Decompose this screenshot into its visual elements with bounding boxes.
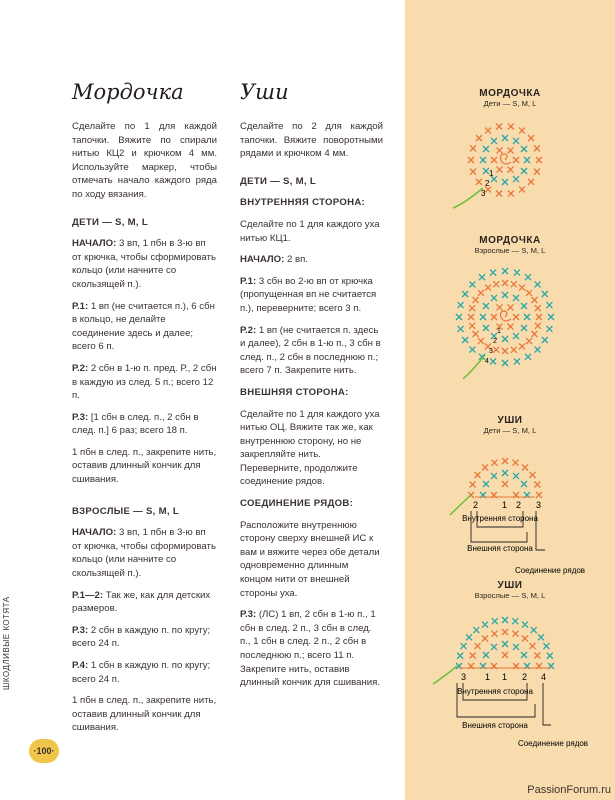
ears-kids-chart <box>405 435 615 585</box>
row-number: 3 <box>489 348 493 355</box>
row-number: 2 <box>522 672 528 682</box>
ears-row-1: Р.1: 3 сбн во 2-ю вп от крючка (пропущенная вп не считается п.), переверните; всего 3 п. <box>240 275 377 314</box>
kids-row-2: Р.2: 2 сбн в 1-ю п. пред. Р., 2 сбн в каждую из след. 5 п.; всего 12 п. <box>72 362 217 402</box>
kids-start: НАЧАЛО: 3 вп, 1 пбн в 3-ю вп от крючка, чтобы сформировать кольцо (или начните со скользящей п.). <box>72 238 216 290</box>
row-number: 3 <box>461 672 467 682</box>
outer-label: Внешняя сторона <box>467 544 533 553</box>
inner-side-heading: ВНУТРЕННЯЯ СТОРОНА: <box>240 197 366 209</box>
diagram-title: МОРДОЧКА <box>479 235 541 246</box>
ears-start: НАЧАЛО: 2 вп. <box>240 254 308 266</box>
join-bracket <box>543 683 551 725</box>
join-label: Соединение рядов <box>517 739 589 748</box>
outer-label: Внешняя сторона <box>462 721 528 730</box>
row-number: 1 <box>502 500 508 510</box>
watermark: PassionForum.ru <box>527 784 611 796</box>
muzzle-adult-chart <box>405 255 615 385</box>
diagram-ears-kids <box>405 415 615 590</box>
column-ears <box>240 80 383 698</box>
row-number: 2 <box>493 338 497 345</box>
row-number: 2 <box>473 500 479 510</box>
diagram-subtitle: Взрослые — S, M, L <box>474 246 546 255</box>
spiral-start <box>501 154 512 164</box>
adult-size-heading: ВЗРОСЛЫЕ — S, M, L <box>72 505 179 517</box>
diagram-title: УШИ <box>497 415 523 426</box>
ears-row-2: Р.2: 1 вп (не считается п. здесь и далее), 2 сбн в 1-ю п., 3 сбн в след. п., 2 сбн в последнюю п.; всего 7 п. Закрепите нить. <box>240 324 381 377</box>
ears-row-3: Р.3: (ЛС) 1 вп, 2 сбн в 1-ю п., 1 сбн в след. 2 п., 3 сбн в след. п., 1 сбн в след. 2 п., 2 сбн в последнюю п.; всего 11 п. Закрепите нить, оставив длинный кончик для сшивания. <box>240 609 380 689</box>
spiral-start <box>501 311 512 321</box>
row-number: 1 <box>489 169 494 178</box>
row-number: 2 <box>516 500 522 510</box>
join-label: Соединение рядов <box>514 566 586 575</box>
adult-finish: 1 пбн в след. п., закрепите нить, оставив длинный кончик для сшивания. <box>72 695 217 734</box>
outer-side-heading: ВНЕШНЯЯ СТОРОНА: <box>240 386 349 398</box>
row-number: 2 <box>485 179 490 188</box>
adult-start: НАЧАЛО: 3 вп, 1 пбн в 3-ю вп от крючка, чтобы сформировать кольцо (или начните со скользящей п.). <box>72 527 216 580</box>
diagram-subtitle: Дети — S, M, L <box>483 99 537 108</box>
kids-finish: 1 пбн в след. п., закрепите нить, оставив длинный кончик для сшивания. <box>72 446 217 486</box>
diagram-muzzle-kids <box>405 88 615 223</box>
adult-rows-1-2: Р.1—2: Так же, как для детских размеров. <box>72 589 211 615</box>
ears-adult-chart <box>405 600 615 760</box>
diagram-subtitle: Взрослые — S, M, L <box>474 591 546 600</box>
row-number: 1 <box>485 672 491 682</box>
yarn-tail <box>450 495 471 515</box>
column-muzzle <box>72 80 217 743</box>
join-rows-heading: СОЕДИНЕНИЕ РЯДОВ: <box>240 498 354 510</box>
stitch-arc-3 <box>468 629 542 669</box>
join-rows-text: Расположите внутреннюю сторону сверху внешней ИС к вам и вяжите через обе детали одновременно длинным концом нити от внешней стороны уха. <box>240 519 380 599</box>
diagram-muzzle-adult <box>405 235 615 390</box>
inner-label: Внутренняя сторона <box>462 514 538 523</box>
ears-kids-heading: ДЕТИ — S, M, L <box>240 175 317 187</box>
kids-row-3: Р.3: [1 сбн в след. п., 2 сбн в след. п.] 6 раз; всего 18 п. <box>72 411 199 437</box>
diagram-subtitle: Дети — S, M, L <box>483 426 537 435</box>
kids-size-heading: ДЕТИ — S, M, L <box>72 216 149 228</box>
stitch-arc-inner <box>491 481 519 498</box>
row-number: 1 <box>502 672 508 682</box>
inner-side-intro: Сделайте по 1 для каждого уха нитью КЦ1. <box>240 218 380 244</box>
yarn-tail <box>453 188 483 208</box>
row-number: 3 <box>481 189 486 198</box>
muzzle-intro: Сделайте по 1 для каждой тапочки. Вяжите по спирали нитью КЦ2 и крючком 4 мм. Используйте маркер, чтобы отмечать начало каждого ряда по ходу вязания. <box>72 121 217 200</box>
page-number: ·100· <box>29 739 59 763</box>
section-heading-ears: Уши <box>240 80 289 104</box>
stitch-arc-4 <box>456 617 554 669</box>
row-number: 3 <box>536 500 542 510</box>
outer-side-text: Сделайте по 1 для каждого уха нитью ОЦ. Вяжите так же, как внутреннюю сторону, но не закрепляйте нить. Переверните, продолжите соединение рядов. <box>240 408 380 488</box>
stitch-arc-outer <box>468 458 542 498</box>
stitch-arc-1 <box>491 652 519 669</box>
muzzle-kids-chart <box>405 108 615 218</box>
kids-row-1: Р.1: 1 вп (не считается п.), 6 сбн в кольцо, не делайте соединение здесь и далее; всего 6 п. <box>72 300 215 353</box>
ears-intro: Сделайте по 2 для каждой тапочки. Вяжите поворотными рядами и крючком 4 мм. <box>240 121 383 160</box>
diagram-title: МОРДОЧКА <box>479 88 541 99</box>
inner-label: Внутренняя сторона <box>457 687 533 696</box>
yarn-tail <box>433 666 457 684</box>
section-heading-muzzle: Мордочка <box>72 80 184 104</box>
diagram-ears-adult <box>405 580 615 765</box>
adult-row-3: Р.3: 2 сбн в каждую п. по кругу; всего 24 п. <box>72 624 211 650</box>
yarn-tail <box>463 355 485 379</box>
row-number: 4 <box>541 672 547 682</box>
row-number: 4 <box>485 358 489 365</box>
diagram-title: УШИ <box>497 580 523 591</box>
row-number: 1 <box>497 328 501 335</box>
adult-row-4: Р.4: 1 сбн в каждую п. по кругу; всего 24 п. <box>72 660 211 685</box>
